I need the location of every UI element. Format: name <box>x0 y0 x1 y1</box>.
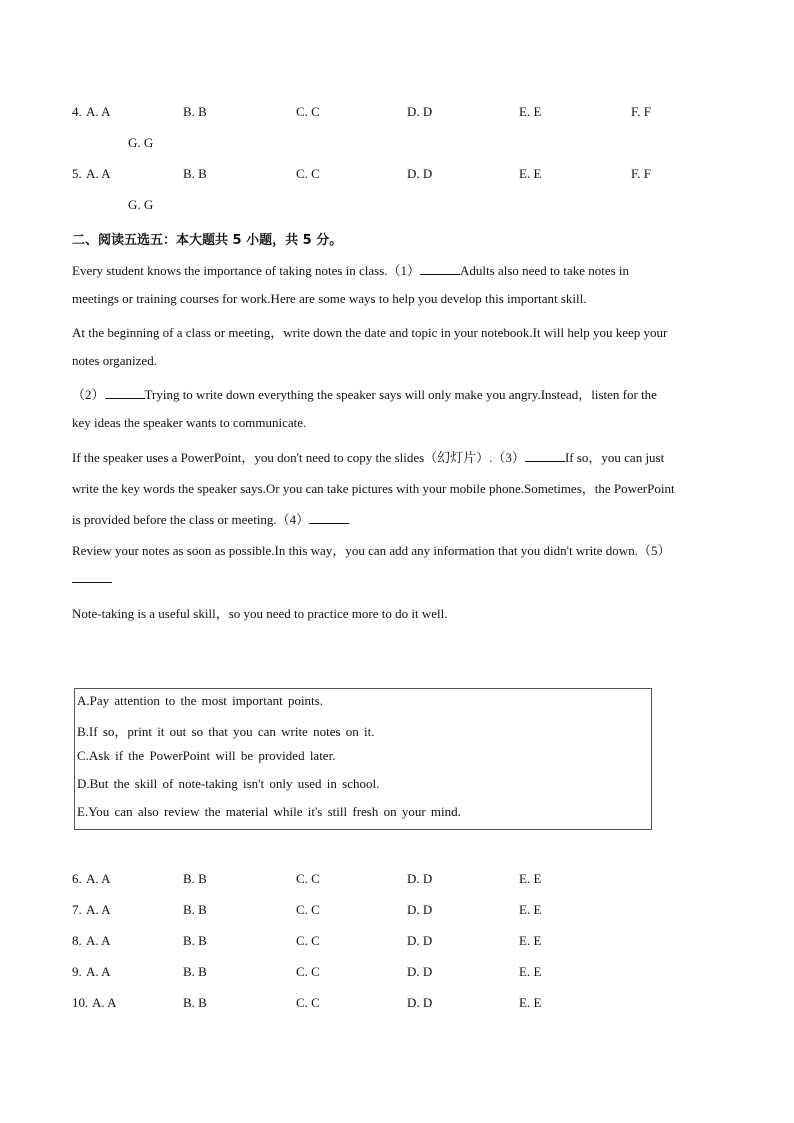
option-e[interactable]: E. E <box>519 871 542 886</box>
passage-line: At the beginning of a class or meeting，write down the date and topic in your notebook.It will help you keep your <box>72 325 668 340</box>
passage-line <box>72 447 664 466</box>
options-box <box>74 688 652 830</box>
passage-text: Adults also need to take notes in <box>460 263 630 278</box>
question-number: 8. <box>72 933 82 948</box>
option-d[interactable]: D. D <box>407 166 433 181</box>
box-option-e: E.You can also review the material while it's still fresh on your mind. <box>77 804 461 819</box>
box-option-c: C.Ask if the PowerPoint will be provided later. <box>77 748 336 763</box>
box-option-d: D.But the skill of note-taking isn't only used in school. <box>77 776 380 791</box>
option-d[interactable]: D. D <box>407 104 433 119</box>
passage-text: Every student knows the importance of taking notes in class.（1） <box>72 263 421 278</box>
passage-text: is provided before the class or meeting.（4） <box>72 512 310 527</box>
passage-line: key ideas the speaker wants to communicate. <box>72 415 307 430</box>
box-option-b: B.If so，print it out so that you can write notes on it. <box>77 724 375 739</box>
option-b[interactable]: B. B <box>183 166 207 181</box>
option-e[interactable]: E. E <box>519 995 542 1010</box>
option-a[interactable]: A. A <box>86 104 111 119</box>
blank-2[interactable] <box>105 388 145 399</box>
passage-line <box>72 260 629 279</box>
passage-line: write the key words the speaker says.Or you can take pictures with your mobile phone.Sometimes，the PowerPoint <box>72 481 675 496</box>
question-number: 9. <box>72 964 82 979</box>
option-a[interactable]: A. A <box>86 902 111 917</box>
blank-5[interactable] <box>72 572 112 583</box>
option-f[interactable]: F. F <box>631 104 651 119</box>
passage-line <box>72 509 349 528</box>
option-d[interactable]: D. D <box>407 995 433 1010</box>
option-g[interactable]: G. G <box>128 197 154 212</box>
passage-text: If so，you can just <box>564 450 665 465</box>
option-c[interactable]: C. C <box>296 902 320 917</box>
option-c[interactable]: C. C <box>296 871 320 886</box>
option-c[interactable]: C. C <box>296 166 320 181</box>
passage-text: （2） <box>72 387 105 402</box>
passage-line: Note-taking is a useful skill，so you need to practice more to do it well. <box>72 606 448 621</box>
blank-3[interactable] <box>525 451 565 462</box>
option-d[interactable]: D. D <box>407 902 433 917</box>
section-heading: 二、阅读五选五：本大题共 5 小题，共 5 分。 <box>72 233 343 248</box>
option-a[interactable]: A. A <box>86 166 111 181</box>
option-b[interactable]: B. B <box>183 902 207 917</box>
passage-line <box>72 384 657 403</box>
option-c[interactable]: C. C <box>296 104 320 119</box>
passage-text: Trying to write down everything the speaker says will only make you angry.Instead，listen for the <box>144 387 657 402</box>
passage-line: Review your notes as soon as possible.In this way，you can add any information that you didn't write down.（5） <box>72 543 671 558</box>
question-number: 4. <box>72 104 82 119</box>
passage-line: notes organized. <box>72 353 157 368</box>
option-d[interactable]: D. D <box>407 933 433 948</box>
option-e[interactable]: E. E <box>519 902 542 917</box>
option-b[interactable]: B. B <box>183 995 207 1010</box>
question-number: 7. <box>72 902 82 917</box>
option-b[interactable]: B. B <box>183 933 207 948</box>
blank-4[interactable] <box>309 513 349 524</box>
passage-line <box>72 571 112 587</box>
option-d[interactable]: D. D <box>407 871 433 886</box>
passage-text: If the speaker uses a PowerPoint，you don't need to copy the slides（幻灯片）.（3） <box>72 450 525 465</box>
option-e[interactable]: E. E <box>519 166 542 181</box>
passage-line: meetings or training courses for work.Here are some ways to help you develop this important skill. <box>72 291 587 306</box>
option-b[interactable]: B. B <box>183 871 207 886</box>
box-option-a: A.Pay attention to the most important points. <box>77 693 323 708</box>
question-number: 5. <box>72 166 82 181</box>
option-a[interactable]: A. A <box>86 933 111 948</box>
option-d[interactable]: D. D <box>407 964 433 979</box>
option-b[interactable]: B. B <box>183 104 207 119</box>
option-g[interactable]: G. G <box>128 135 154 150</box>
question-number: 6. <box>72 871 82 886</box>
option-e[interactable]: E. E <box>519 933 542 948</box>
option-f[interactable]: F. F <box>631 166 651 181</box>
question-number: 10. <box>72 995 89 1010</box>
option-c[interactable]: C. C <box>296 933 320 948</box>
option-e[interactable]: E. E <box>519 104 542 119</box>
blank-1[interactable] <box>420 264 460 275</box>
option-e[interactable]: E. E <box>519 964 542 979</box>
option-a[interactable]: A. A <box>92 995 117 1010</box>
option-c[interactable]: C. C <box>296 995 320 1010</box>
option-b[interactable]: B. B <box>183 964 207 979</box>
option-a[interactable]: A. A <box>86 871 111 886</box>
option-c[interactable]: C. C <box>296 964 320 979</box>
option-a[interactable]: A. A <box>86 964 111 979</box>
